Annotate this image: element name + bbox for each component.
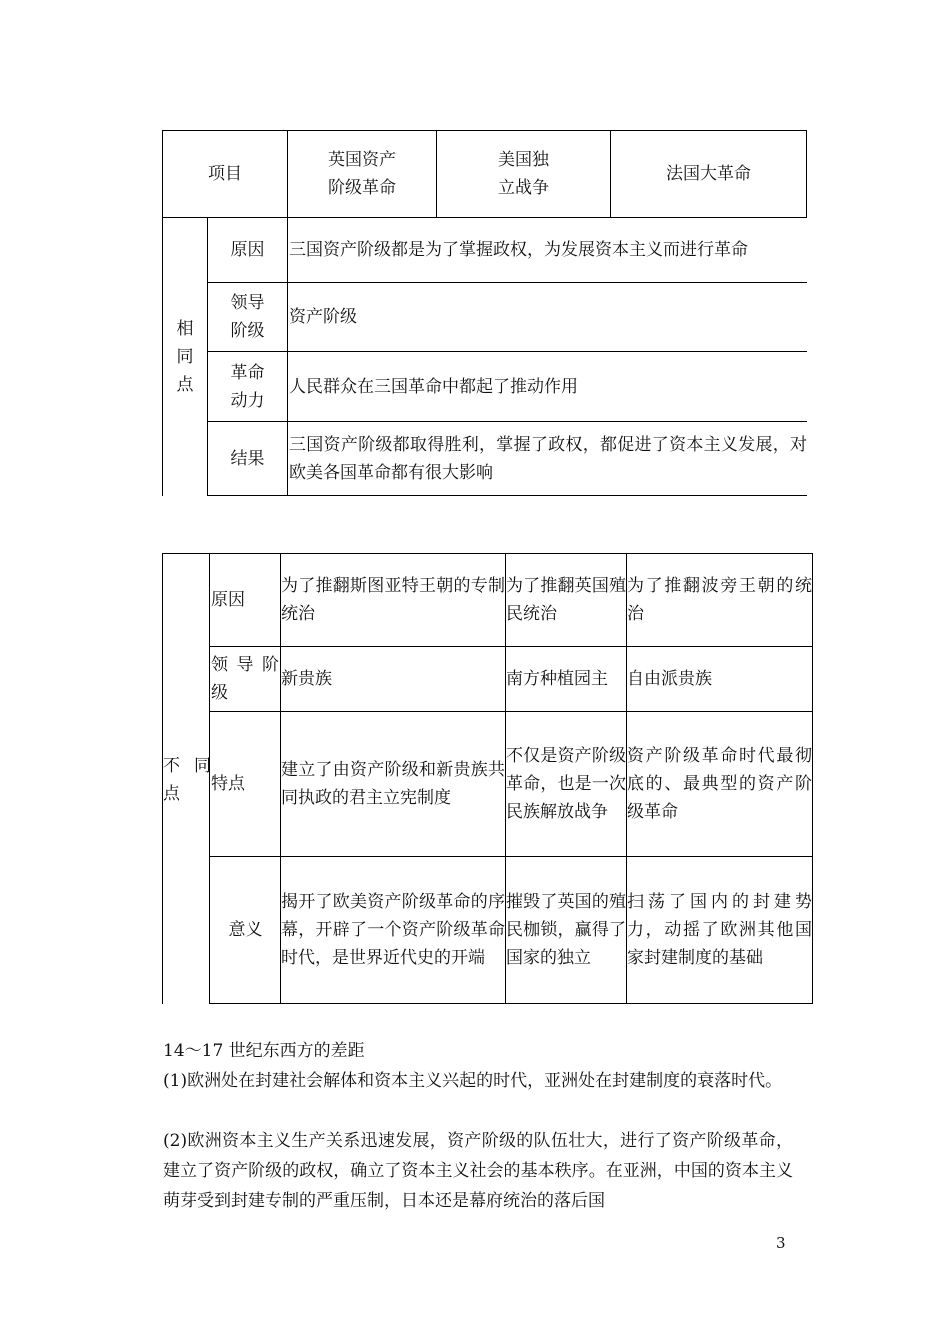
- page-number: 3: [776, 1234, 786, 1252]
- cell-us-cause: [506, 554, 626, 646]
- cell-text: 摧毁了英国的殖民枷锁，赢得了国家的独立: [506, 892, 626, 968]
- cell-text: 自由派贵族: [627, 669, 712, 689]
- row-label-text: 领导: [230, 293, 265, 313]
- cell-text: 资产阶级革命时代最彻底的、最典型的资产阶级革命: [627, 746, 812, 822]
- cell-fr-significance: [627, 857, 812, 1003]
- header-fr: [611, 131, 806, 217]
- row2-label-cause: [211, 554, 280, 646]
- row2-label-feature: [211, 712, 280, 856]
- cell-fr-feature: [627, 712, 812, 856]
- cell-text: 扫荡了国内的封建势力，动摇了欧洲其他国家封建制度的基础: [627, 892, 812, 968]
- group-label-similarities: [163, 218, 207, 495]
- header-item-text: 项目: [208, 164, 242, 184]
- row2-label-significance: [211, 857, 280, 1003]
- cell-us-leading-class: [506, 647, 628, 711]
- cell-driving-force: [289, 352, 804, 421]
- row-label-text: 阶级: [230, 321, 265, 341]
- row-label-text: 革命: [230, 362, 265, 383]
- header-uk-line2: 阶级革命: [328, 178, 396, 198]
- header-us-line1: 美国独: [498, 150, 549, 170]
- cell-cause: [289, 218, 809, 282]
- cell-text: 揭开了欧美资产阶级革命的序幕，开辟了一个资产阶级革命时代，是世界近代史的开端: [281, 892, 505, 968]
- header-fr-text: 法国大革命: [666, 164, 751, 184]
- cell-text: 人民群众在三国革命中都起了推动作用: [289, 376, 578, 397]
- cell-uk-cause: [281, 554, 505, 646]
- group-label-char: 相: [176, 318, 194, 339]
- cell-text: 为了推翻斯图亚特王朝的专制统治: [281, 576, 505, 624]
- header-uk: [288, 131, 436, 217]
- row-label-text: 结果: [230, 448, 265, 469]
- row-label-result: [208, 422, 287, 495]
- cell-text: 为了推翻英国殖民统治: [506, 576, 626, 624]
- row-label-text: 意义: [228, 920, 263, 940]
- cell-text: 不仅是资产阶级革命，也是一次民族解放战争: [506, 746, 626, 822]
- cell-uk-feature: [281, 712, 505, 856]
- section-heading: 14～17 世纪东西方的差距: [163, 1041, 365, 1061]
- cell-uk-significance: [281, 857, 505, 1003]
- header-us-line2: 立战争: [498, 178, 549, 198]
- cell-us-feature: [506, 712, 626, 856]
- group-label-char: 同: [176, 346, 194, 367]
- group-label-char: 点: [176, 374, 194, 395]
- cell-text: 为了推翻波旁王朝的统治: [627, 576, 812, 624]
- row-label-text: 动力: [230, 390, 265, 411]
- cell-text: 南方种植园主: [506, 669, 608, 689]
- cell-text: 资产阶级: [289, 307, 357, 327]
- row-label-text: 原因: [211, 590, 245, 610]
- cell-text: 三国资产阶级都是为了掌握政权，为发展资本主义而进行革命: [289, 240, 748, 260]
- row-label-driving-force: [208, 352, 287, 421]
- cell-us-significance: [506, 857, 626, 1003]
- cell-text: 建立了由资产阶级和新贵族共同执政的君主立宪制度: [281, 760, 505, 808]
- cell-fr-cause: [627, 554, 812, 646]
- row-label-leading-class: [208, 283, 287, 351]
- header-us: [437, 131, 610, 217]
- cell-result: [289, 422, 807, 495]
- cell-uk-leading-class: [281, 647, 505, 711]
- cell-fr-leading-class: [627, 647, 812, 711]
- row-label-cause: [208, 218, 287, 282]
- row-label-text: 原因: [230, 240, 265, 260]
- row-label-text: 领 导 阶级: [211, 655, 279, 703]
- header-uk-line1: 英国资产: [328, 150, 396, 170]
- cell-leading-class: [289, 283, 804, 351]
- paragraph-1: (1)欧洲处在封建社会解体和资本主义兴起的时代，亚洲处在封建制度的衰落时代。: [163, 1071, 783, 1091]
- header-item: [163, 131, 287, 217]
- row-label-text: 特点: [211, 774, 245, 794]
- group-label-text: 不 同 点: [163, 756, 211, 804]
- group-label-differences: [163, 740, 211, 820]
- cell-text: 新贵族: [281, 669, 332, 689]
- row2-label-leading-class: [211, 647, 280, 711]
- paragraph-2: (2)欧洲资本主义生产关系迅速发展，资产阶级的队伍壮大，进行了资产阶级革命，建立了资产阶级的政权，确立了资本主义社会的基本秩序。在亚洲，中国的资本主义萌芽受到封建专制的严重压制，日本还是幕府统治的落后国: [163, 1131, 793, 1211]
- cell-text: 三国资产阶级都取得胜利，掌握了政权，都促进了资本主义发展，对欧美各国革命都有很大影响: [289, 434, 807, 483]
